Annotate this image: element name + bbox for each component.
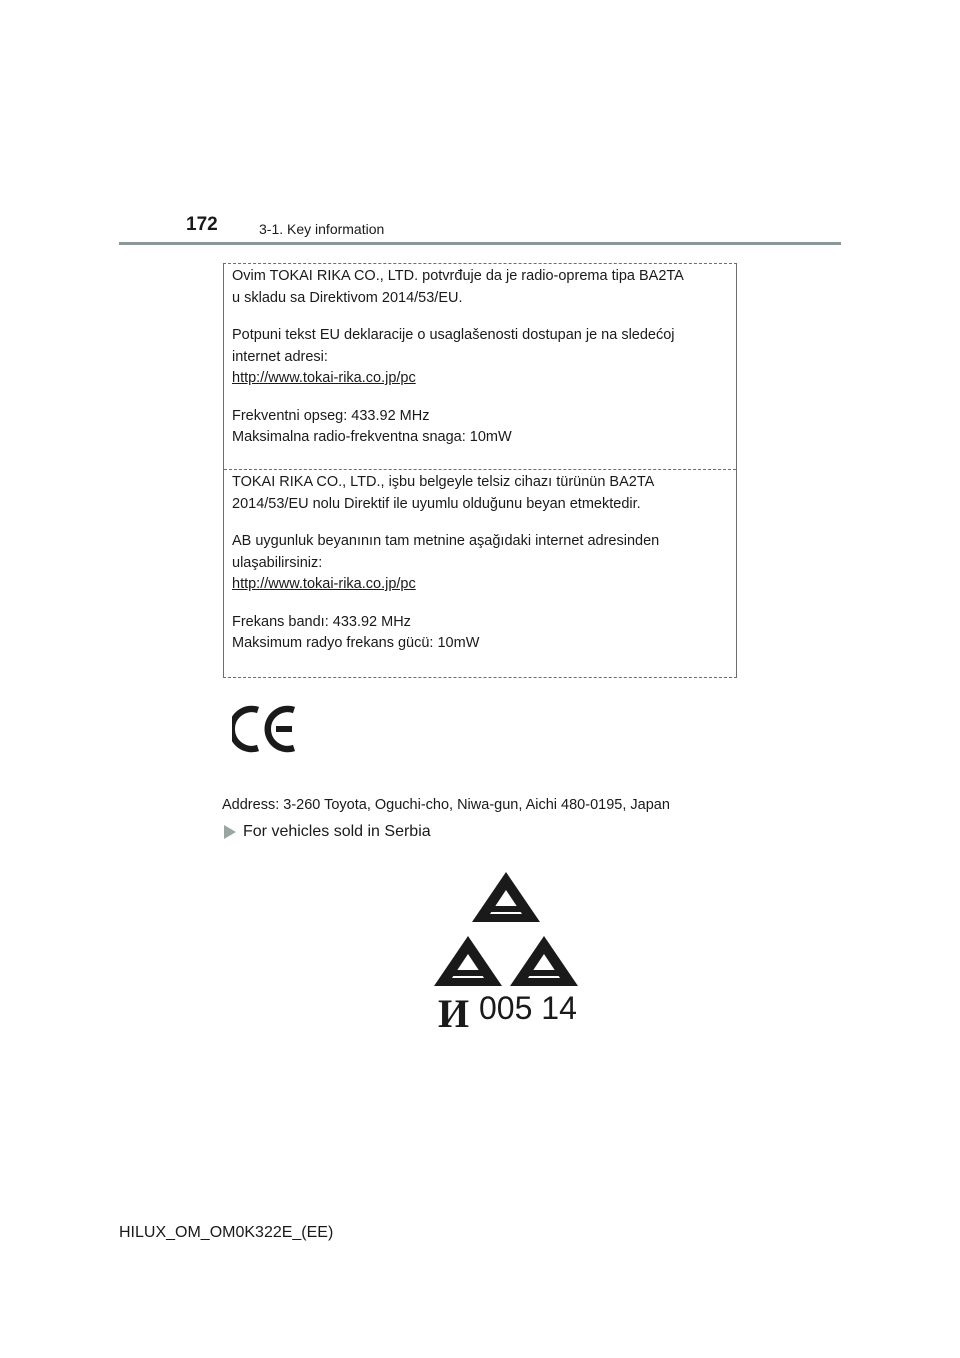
decl-line: Potpuni tekst EU deklaracije o usaglašenosti dostupan je na sledećoj xyxy=(232,327,675,343)
page-number: 172 xyxy=(186,214,218,235)
header-rule xyxy=(119,242,841,245)
declaration-link[interactable]: http://www.tokai-rika.co.jp/pc xyxy=(232,576,416,592)
decl-line: TOKAI RIKA CO., LTD., işbu belgeyle telsiz cihazı türünün BA2TA xyxy=(232,474,655,490)
ce-mark-icon xyxy=(232,704,298,754)
decl-line: Frekventni opseg: 433.92 MHz xyxy=(232,407,430,424)
declaration-link[interactable]: http://www.tokai-rika.co.jp/pc xyxy=(232,370,416,386)
decl-line: Maksimum radyo frekans gücü: 10mW xyxy=(232,635,480,651)
turkish-declaration xyxy=(232,472,728,655)
triangle-right-icon xyxy=(224,825,236,839)
declaration-divider xyxy=(224,469,736,470)
decl-line: AB uygunluk beyanının tam metnine aşağıdaki internet adresinden xyxy=(232,533,660,549)
decl-line: u skladu sa Direktivom 2014/53/EU. xyxy=(232,289,463,306)
decl-gap xyxy=(232,390,728,406)
page-header xyxy=(0,0,960,250)
decl-line: internet adresi: xyxy=(232,348,328,365)
decl-line: Frekans bandı: 433.92 MHz xyxy=(232,613,411,630)
manufacturer-address: Address: 3-260 Toyota, Oguchi-cho, Niwa-gun, Aichi 480-0195, Japan xyxy=(222,797,670,813)
serbia-mark-number: 005 14 xyxy=(479,990,577,1026)
section-title: 3-1. Key information xyxy=(259,221,385,237)
declaration-box xyxy=(223,263,737,678)
decl-line: 2014/53/EU nolu Direktif ile uyumlu olduğunu beyan etmektedir. xyxy=(232,495,641,512)
bullet-text: For vehicles sold in Serbia xyxy=(243,823,431,840)
decl-gap xyxy=(232,515,728,531)
decl-line: Ovim TOKAI RIKA CO., LTD. potvrđuje da je radio-oprema tipa BA2TA xyxy=(232,268,684,284)
footer-doc-id: HILUX_OM_OM0K322E_(EE) xyxy=(119,1224,334,1241)
serbia-mark-letter: И xyxy=(438,991,470,1032)
decl-gap xyxy=(232,596,728,612)
serbian-declaration xyxy=(232,266,728,449)
decl-line: Maksimalna radio-frekventna snaga: 10mW xyxy=(232,429,512,445)
decl-line: ulaşabilirsiniz: xyxy=(232,554,323,571)
decl-gap xyxy=(232,309,728,325)
